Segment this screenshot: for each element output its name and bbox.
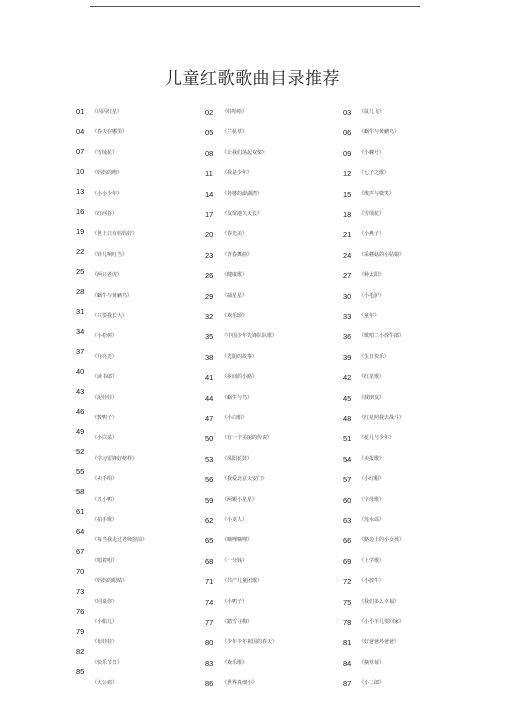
song-title: 《妈妈的眼睛》: [92, 578, 128, 585]
song-title: 《小二郎》: [359, 680, 385, 687]
song-number: 80: [205, 638, 214, 648]
row-number: 76: [76, 607, 85, 616]
song-number: 26: [205, 271, 214, 281]
song-title: 《每当我走过老师窗前》: [92, 537, 148, 544]
song-number: 84: [343, 658, 352, 668]
song-title: 《找朋友》: [359, 394, 385, 401]
song-title: 《世上只有妈妈好》: [92, 231, 138, 238]
song-title: 《采蘑菇的小姑娘》: [359, 251, 405, 258]
row-number: 55: [76, 467, 85, 476]
song-number: 50: [205, 434, 214, 444]
song-title: 《歌声与微笑》: [359, 190, 395, 197]
song-number: 47: [205, 414, 214, 423]
song-title: 《种太阳》: [359, 272, 385, 279]
song-title: 《蜗牛与黄鹂鸟》: [359, 129, 400, 136]
song-title: 《童年》: [359, 313, 380, 319]
row-number: 70: [76, 567, 85, 576]
song-number: 59: [205, 495, 214, 505]
song-title: 《小松树》: [92, 333, 118, 340]
song-number: 56: [205, 475, 214, 485]
song-number: 20: [205, 230, 214, 240]
song-title: 《路边上的小女孩》: [359, 537, 405, 544]
row-number: 28: [76, 287, 85, 296]
song-title: 《生日快乐》: [359, 353, 390, 360]
row-number: 73: [76, 587, 85, 596]
song-title: 《小毛驴》: [359, 292, 385, 299]
row-number: 07: [76, 147, 85, 156]
song-number: 23: [205, 250, 214, 260]
song-number: 53: [205, 454, 214, 464]
song-title: 《我爱北京天安门》: [222, 476, 268, 483]
row-number: 34: [76, 327, 85, 336]
song-number: 30: [343, 291, 352, 301]
song-title: 《布娃娃》: [92, 639, 118, 646]
song-number: 38: [205, 352, 214, 362]
song-title: 《七子之歌》: [359, 170, 390, 177]
song-title: 《小小羊儿要回家》: [359, 619, 405, 625]
song-title: 《让我们荡起双桨》: [222, 149, 268, 156]
song-title: 《共产儿童团歌》: [222, 578, 263, 585]
song-number: 44: [205, 393, 214, 403]
song-number: 48: [343, 414, 352, 423]
row-number: 40: [76, 367, 85, 376]
song-title: 《欢乐歌》: [222, 659, 248, 666]
song-number: 33: [343, 312, 352, 321]
song-title: 《两颗小星星》: [222, 496, 258, 503]
row-number: 01: [76, 107, 85, 116]
song-number: 83: [205, 658, 214, 668]
song-number: 72: [343, 577, 352, 587]
song-title: 《我是少年》: [222, 170, 253, 177]
song-title: 《凤阳花鼓》: [222, 455, 253, 462]
row-number: 13: [76, 187, 85, 196]
song-number: 81: [343, 638, 352, 648]
song-title: 《妈妈的吻》: [92, 170, 123, 177]
song-number: 35: [205, 332, 214, 342]
song-title: 《健康歌》: [222, 272, 248, 279]
song-title: 《兰花草》: [222, 129, 248, 136]
song-number: 36: [343, 332, 352, 342]
song-title: 《友谊地久天长》: [222, 211, 263, 217]
row-number: 79: [76, 627, 85, 636]
song-title: 《小红帽》: [359, 476, 385, 483]
song-title: 《踏雪寻梅》: [222, 619, 253, 625]
row-number: 58: [76, 487, 85, 496]
song-title: 《小白菜》: [92, 435, 118, 442]
song-title: 《拍手歌》: [92, 517, 118, 523]
song-title: 《世界真细小》: [222, 680, 258, 687]
song-title: 《春光美》: [222, 231, 248, 238]
song-title: 《红星照我去战斗》: [359, 415, 405, 421]
song-title: 《雪绒花》: [359, 211, 385, 217]
song-title: 《泥娃娃》: [92, 394, 118, 401]
song-title: 《丑小鸭》: [92, 496, 118, 503]
row-number: 43: [76, 387, 85, 396]
song-title: 《少年少年祖国的春天》: [222, 639, 278, 646]
song-number: 45: [343, 393, 352, 403]
song-title: 《两只老虎》: [92, 272, 123, 279]
song-title: 《鼠儿飞》: [359, 109, 385, 115]
row-number: 52: [76, 447, 85, 456]
song-title: 《小龙人》: [222, 517, 248, 523]
song-title: 《卖报歌》: [359, 455, 385, 462]
song-number: 17: [205, 210, 214, 219]
song-title: 《外婆的澎湖湾》: [222, 190, 263, 197]
song-title: 《捕星星》: [222, 292, 248, 299]
song-title: 《中国少年先锋队队歌》: [222, 333, 278, 340]
row-number: 64: [76, 527, 85, 536]
song-number: 03: [343, 108, 352, 117]
song-number: 08: [205, 148, 214, 158]
song-number: 71: [205, 577, 214, 587]
song-number: 09: [343, 148, 352, 158]
song-title: 《欢乐颂》: [222, 313, 248, 319]
song-number: 41: [205, 373, 214, 383]
song-title: 《小白船》: [222, 415, 248, 421]
page-title: 儿童红歌歌曲目录推荐: [165, 69, 340, 89]
song-title: 《卖手绢》: [92, 476, 118, 483]
song-title: 《我们多么幸福》: [359, 598, 400, 605]
song-number: 18: [343, 210, 352, 219]
song-title: 《青春舞曲》: [222, 251, 253, 258]
song-number: 74: [205, 597, 214, 607]
song-title: 《快乐节日》: [92, 659, 123, 666]
row-number: 19: [76, 227, 85, 236]
song-title: 《好爸爸坏爸爸》: [359, 639, 400, 646]
song-number: 63: [343, 516, 352, 525]
song-number: 29: [205, 291, 214, 301]
song-title: 《数鸭子》: [92, 415, 118, 421]
song-title: 《莲水谣》: [359, 517, 385, 523]
song-number: 06: [343, 128, 352, 138]
row-number: 37: [76, 347, 85, 356]
song-title: 《小放牛》: [359, 578, 385, 585]
song-title: 《唱着唱》: [92, 557, 118, 564]
song-title: 《字母歌》: [359, 496, 385, 503]
song-title: 《一分钱》: [222, 557, 248, 564]
row-number: 82: [76, 647, 85, 656]
song-number: 24: [343, 250, 352, 260]
song-title: 《歌唱二小放牛郎》: [359, 333, 405, 340]
song-number: 54: [343, 454, 352, 464]
song-title: 《小鸭子》: [222, 598, 248, 605]
song-title: 《光阴的故事》: [222, 353, 258, 360]
song-title: 《上学歌》: [359, 557, 385, 564]
song-title: 《红河谷》: [92, 211, 118, 217]
row-number: 46: [76, 407, 85, 416]
song-title: 《读书郎》: [92, 374, 118, 381]
row-number: 31: [76, 307, 85, 316]
song-number: 39: [343, 352, 352, 362]
song-title: 《同桌你》: [92, 598, 118, 605]
song-title: 《小螺号》: [359, 149, 385, 156]
row-number: 04: [76, 127, 85, 136]
song-number: 51: [343, 434, 352, 444]
song-number: 14: [205, 189, 214, 199]
song-title: 《蜗牛与黄鹂鸟》: [92, 292, 133, 299]
song-title: 《乡间的小路》: [222, 374, 258, 381]
row-number: 16: [76, 207, 85, 216]
song-number: 69: [343, 556, 352, 566]
song-title: 《红星歌》: [359, 374, 385, 381]
song-number: 02: [205, 108, 214, 117]
song-number: 11: [205, 169, 213, 179]
song-number: 57: [343, 475, 352, 485]
row-number: 67: [76, 547, 85, 556]
song-title: 《小燕子》: [359, 231, 385, 238]
song-title: 《小船儿》: [92, 619, 118, 625]
song-title: 《春天在哪里》: [92, 129, 128, 136]
song-title: 《大公鸡》: [92, 680, 118, 687]
song-number: 78: [343, 618, 352, 627]
song-number: 65: [205, 536, 214, 546]
song-number: 60: [343, 495, 352, 505]
song-title: 《蜗牛与鸟》: [222, 394, 253, 401]
song-title: 《小小少年》: [92, 190, 123, 197]
song-number: 62: [205, 516, 214, 525]
song-number: 21: [343, 230, 352, 240]
song-title: 《摘草莓》: [359, 659, 385, 666]
song-number: 05: [205, 128, 214, 138]
song-number: 66: [343, 536, 352, 546]
song-number: 75: [343, 597, 352, 607]
song-number: 32: [205, 312, 214, 321]
song-title: 《嘀哩嘀哩》: [222, 537, 253, 544]
song-number: 86: [205, 679, 214, 689]
song-title: 《学习雷锋好榜样》: [92, 455, 138, 462]
song-number: 27: [343, 271, 352, 281]
top-rule: [90, 6, 420, 7]
song-number: 87: [343, 679, 352, 689]
song-title: 《花儿与少年》: [359, 435, 395, 442]
song-title: 《铃儿响叮当》: [92, 251, 128, 258]
row-number: 22: [76, 247, 85, 256]
row-number: 25: [76, 267, 85, 276]
song-number: 77: [205, 618, 214, 627]
row-number: 49: [76, 427, 85, 436]
song-title: 《娃哈哈》: [222, 109, 248, 115]
song-number: 42: [343, 373, 352, 383]
song-number: 15: [343, 189, 352, 199]
row-number: 85: [76, 667, 85, 676]
song-number: 12: [343, 169, 352, 179]
song-title: 《闪闪红星》: [92, 109, 123, 115]
row-number: 10: [76, 167, 85, 176]
row-number: 61: [76, 507, 85, 516]
song-title: 《只要我长大》: [92, 313, 128, 319]
song-title: 《雪绒花》: [92, 149, 118, 156]
song-number: 68: [205, 556, 214, 566]
song-title: 《有一个美丽的传说》: [222, 435, 273, 442]
song-title: 《月亮光》: [92, 353, 118, 360]
